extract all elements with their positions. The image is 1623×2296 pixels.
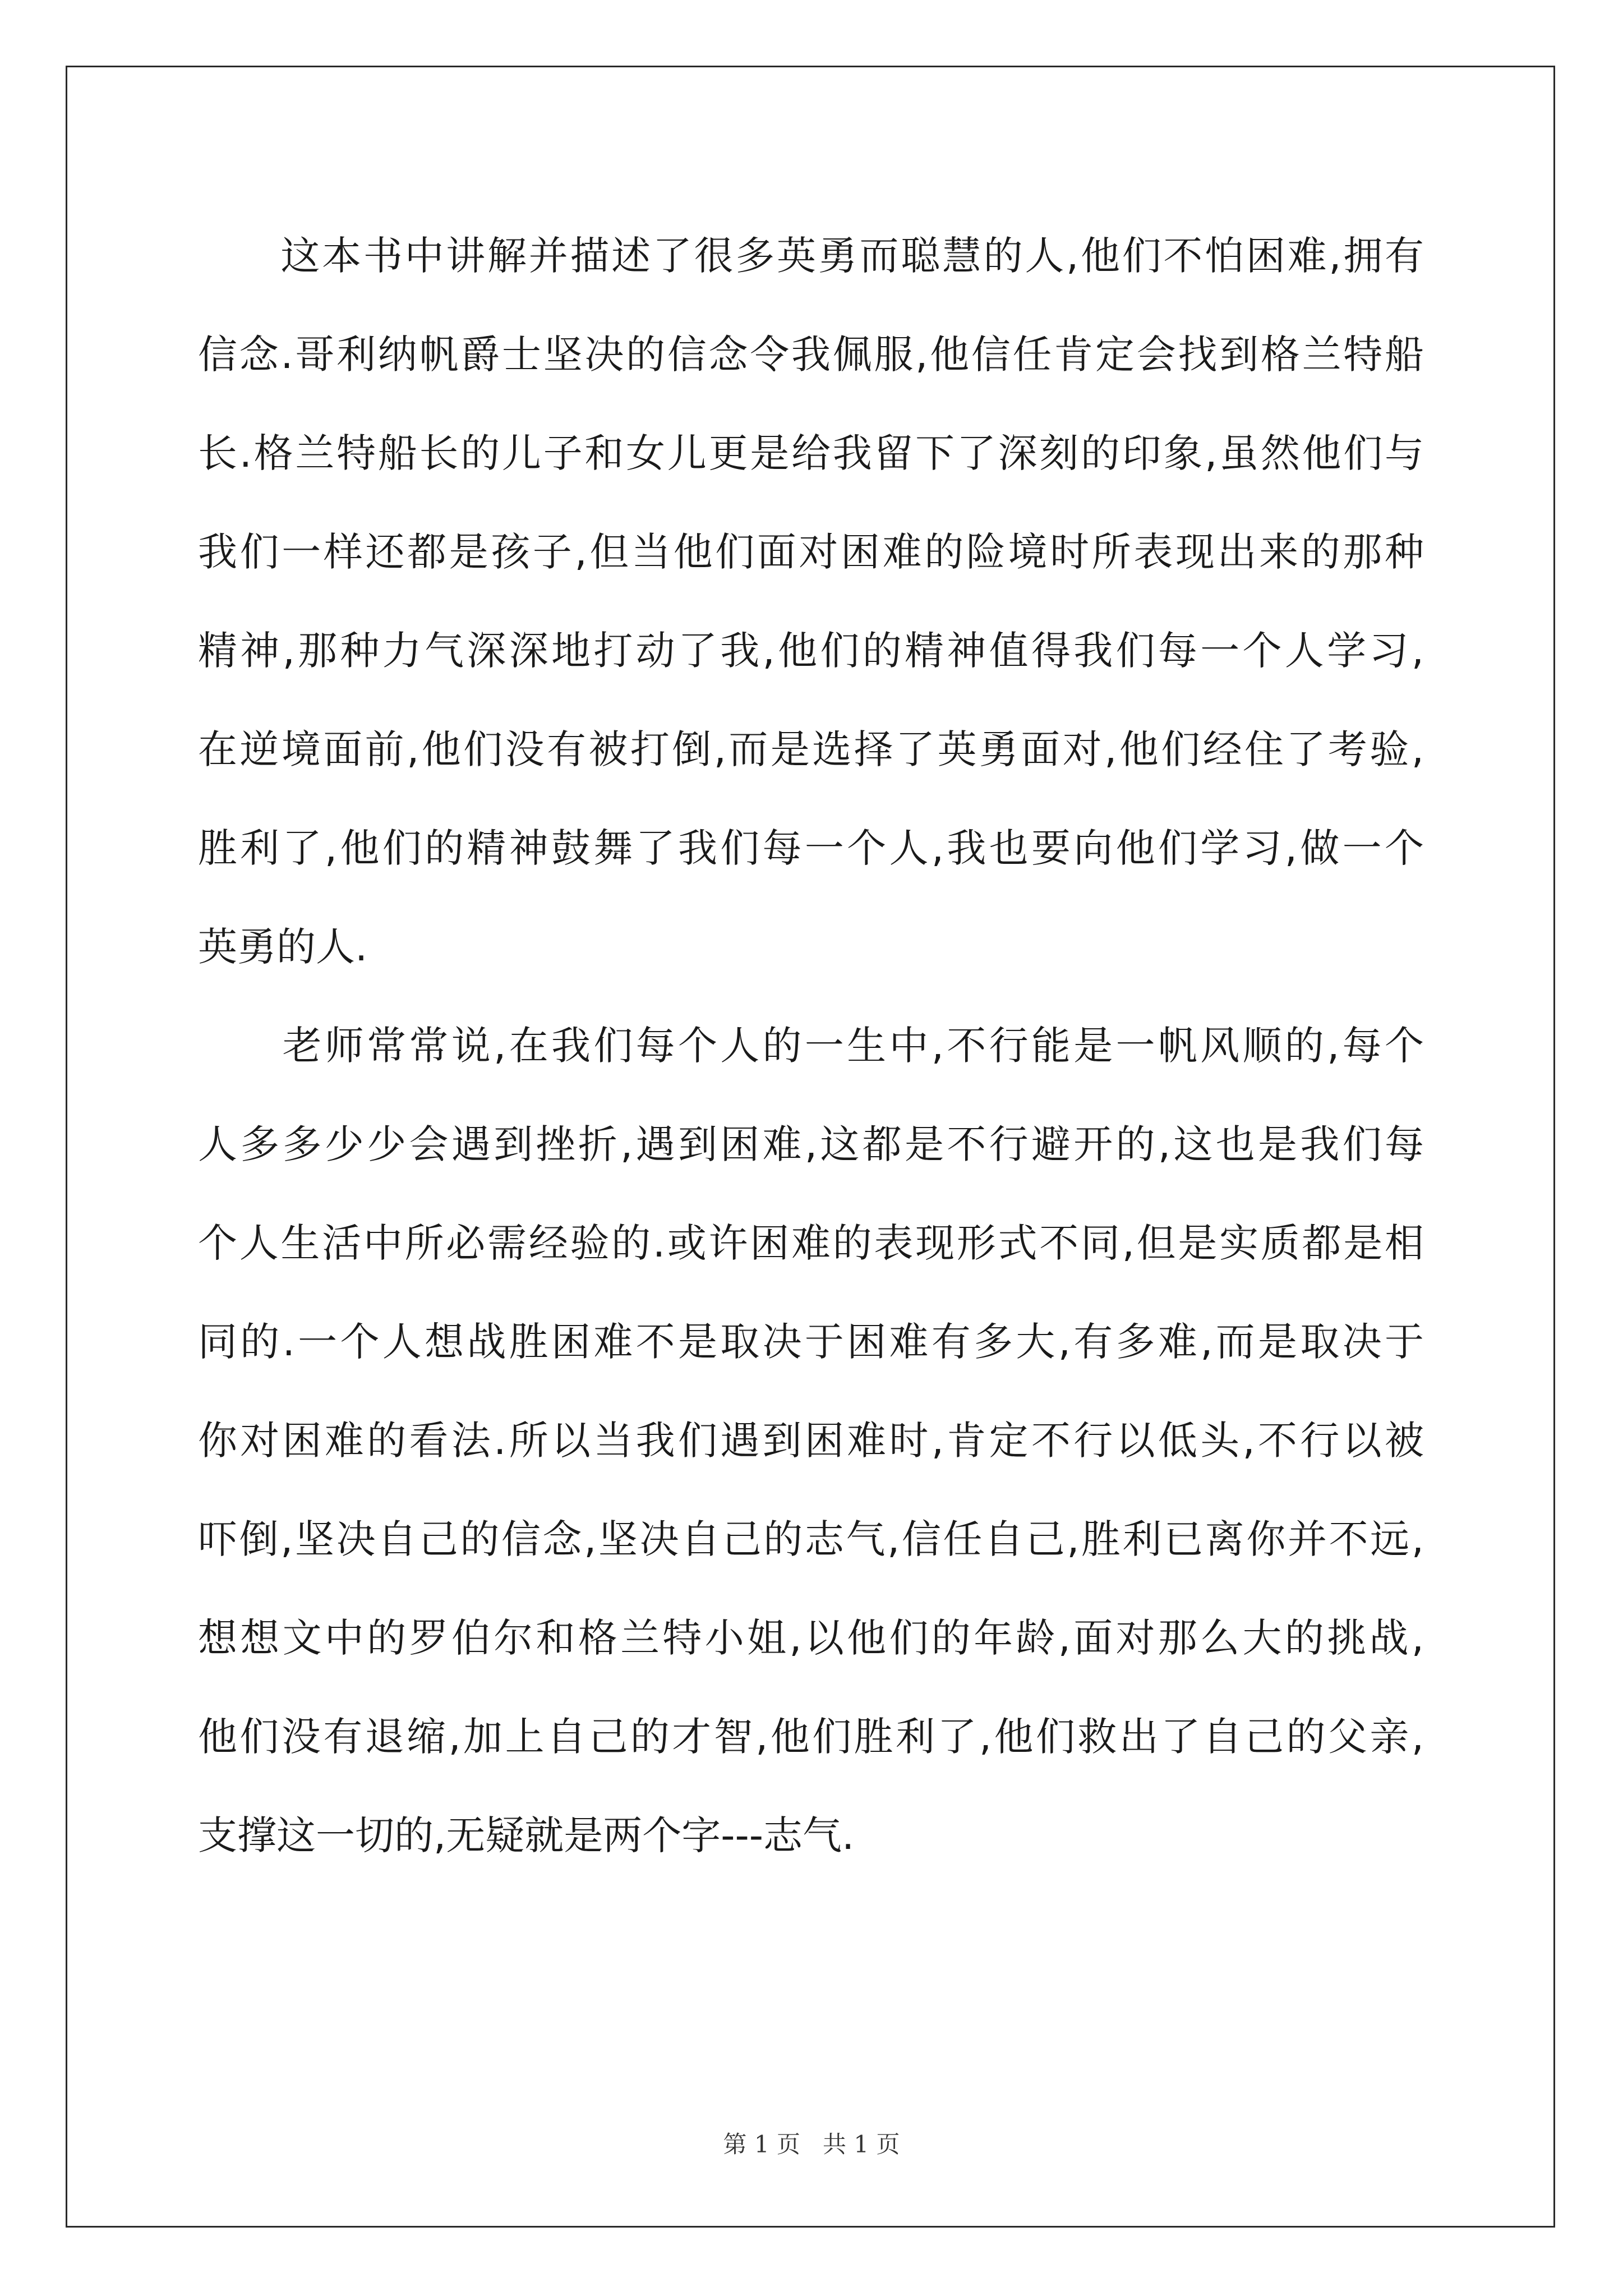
text-line: 同的.一个人想战胜困难不是取决于困难有多大,有多难,而是取决于 [198, 1319, 1424, 1365]
document-body [198, 206, 1424, 1885]
text-line: 我们一样还都是孩子,但当他们面对困难的险境时所表现出来的那种 [198, 529, 1424, 575]
text-line: 在逆境面前,他们没有被打倒,而是选择了英勇面对,他们经住了考验, [198, 726, 1424, 772]
text-line: 个人生活中所必需经验的.或许困难的表现形式不同,但是实质都是相 [198, 1220, 1424, 1266]
text-line: 胜利了,他们的精神鼓舞了我们每一个人,我也要向他们学习,做一个 [198, 825, 1424, 871]
page-number-footer: 第 1 页 共 1 页 [723, 2131, 900, 2158]
text-line: 老师常常说,在我们每个人的一生中,不行能是一帆风顺的,每个 [198, 1023, 1424, 1069]
text-line: 他们没有退缩,加上自己的才智,他们胜利了,他们救出了自己的父亲, [198, 1714, 1424, 1760]
text-line: 信念.哥利纳帆爵士坚决的信念令我佩服,他信任肯定会找到格兰特船 [198, 332, 1424, 378]
text-line: 你对困难的看法.所以当我们遇到困难时,肯定不行以低头,不行以被 [198, 1418, 1424, 1464]
text-line: 精神,那种力气深深地打动了我,他们的精神值得我们每一个人学习, [198, 628, 1424, 674]
text-line: 支撑这一切的,无疑就是两个字---志气. [198, 1812, 855, 1858]
text-line: 这本书中讲解并描述了很多英勇而聪慧的人,他们不怕困难,拥有 [198, 233, 1424, 279]
text-line: 人多多少少会遇到挫折,遇到困难,这都是不行避开的,这也是我们每 [198, 1121, 1424, 1167]
text-line: 长.格兰特船长的儿子和女儿更是给我留下了深刻的印象,虽然他们与 [198, 430, 1424, 476]
text-line: 吓倒,坚决自己的信念,坚决自己的志气,信任自己,胜利已离你并不远, [198, 1516, 1424, 1562]
text-line: 英勇的人. [198, 924, 368, 970]
text-line: 想想文中的罗伯尔和格兰特小姐,以他们的年龄,面对那么大的挑战, [198, 1615, 1424, 1661]
